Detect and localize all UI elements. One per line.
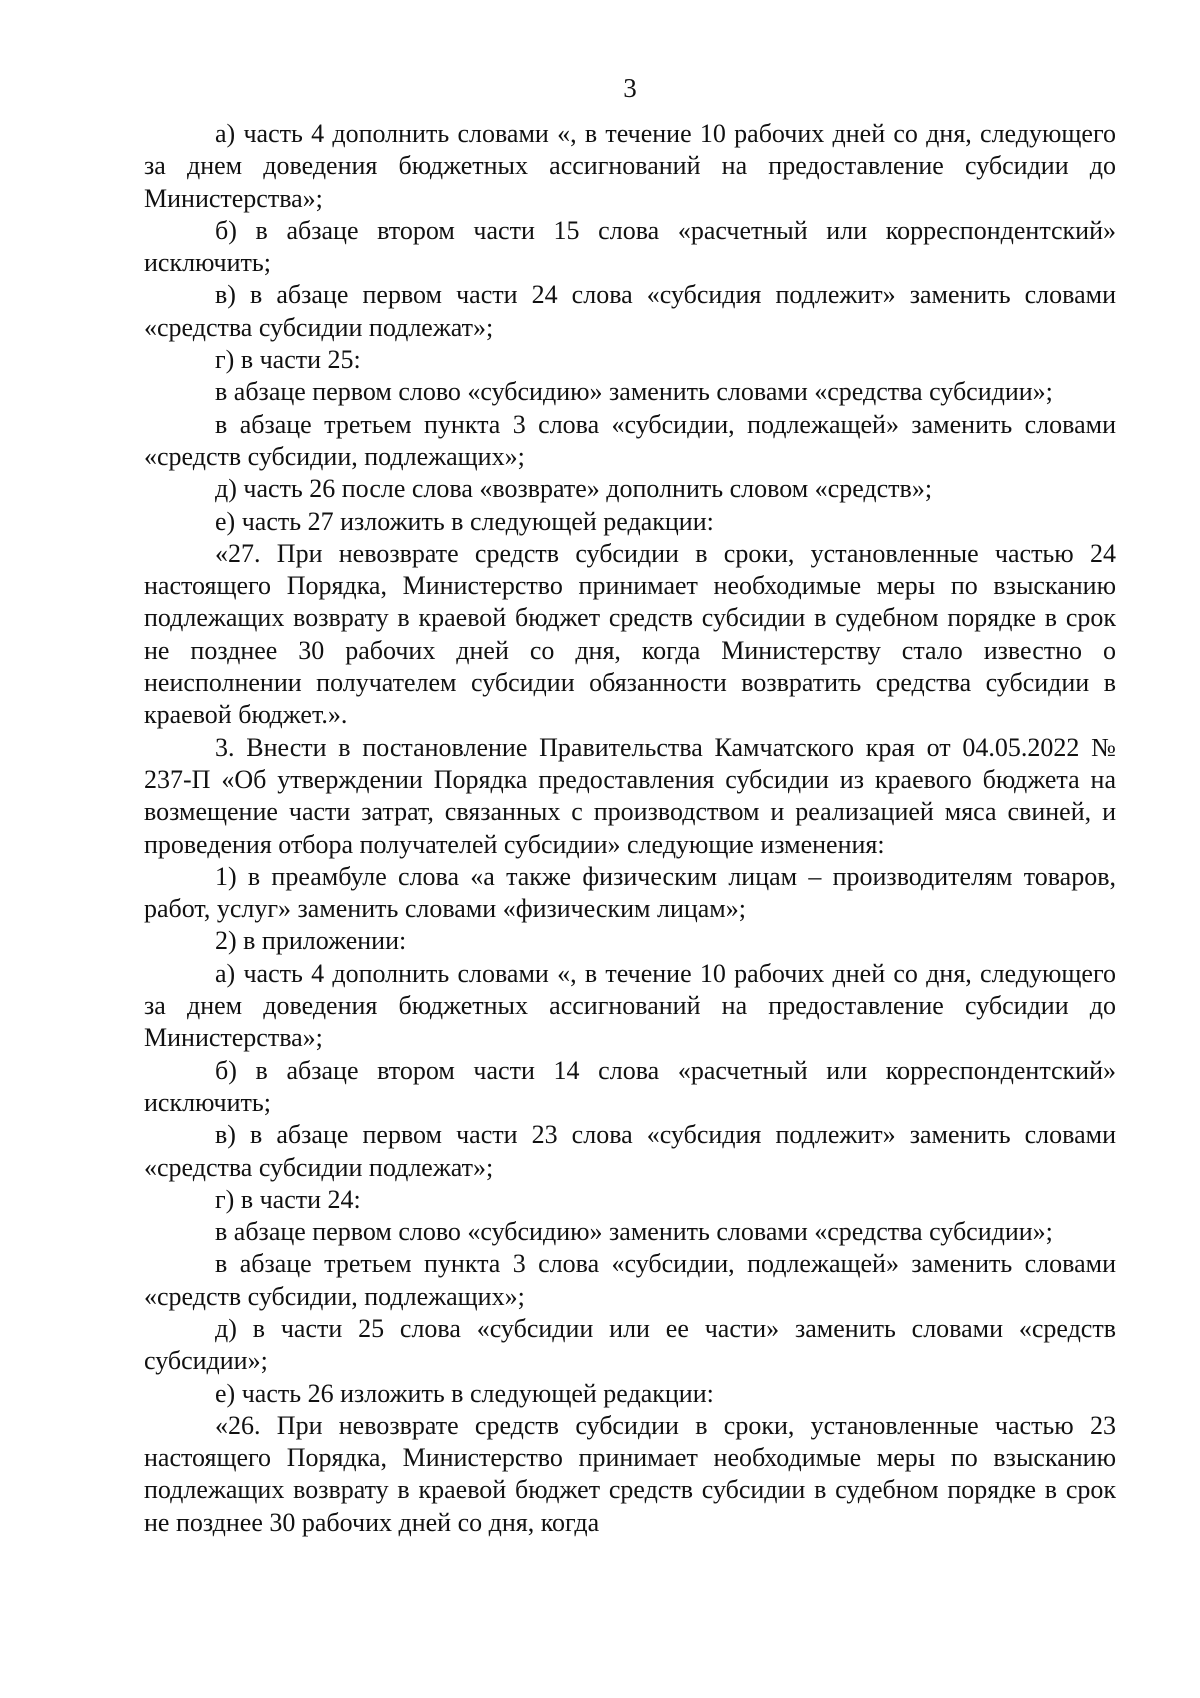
- paragraph: а) часть 4 дополнить словами «, в течение 10 рабочих дней со дня, следующего за днем доведения бюджетных ассигнований на предоставление субсидии до Министерства»;: [144, 119, 1116, 213]
- document-body: [144, 118, 1116, 1539]
- paragraph: г) в части 25:: [215, 345, 361, 375]
- paragraph: г) в части 24:: [215, 1184, 361, 1214]
- paragraph: в абзаце первом слово «субсидию» заменить словами «средства субсидии»;: [215, 377, 1053, 407]
- paragraph: в) в абзаце первом части 24 слова «субсидия подлежит» заменить словами «средства субсидии подлежат»;: [144, 280, 1116, 342]
- paragraph: в абзаце первом слово «субсидию» заменить словами «средства субсидии»;: [215, 1217, 1053, 1247]
- paragraph: е) часть 27 изложить в следующей редакции:: [215, 506, 714, 536]
- paragraph: 3. Внести в постановление Правительства Камчатского края от 04.05.2022 № 237-П «Об утверждении Порядка предоставления субсидии из краевого бюджета на возмещение части затрат, связанных с производством и реализацией мяса свиней, и проведения отбора получателей субсидии» следующие изменения:: [144, 732, 1116, 859]
- paragraph: б) в абзаце втором части 14 слова «расчетный или корреспондентский» исключить;: [144, 1055, 1116, 1117]
- quoted-paragraph: «27. При невозврате средств субсидии в сроки, установленные частью 24 настоящего Порядка, Министерство принимает необходимые меры по взысканию подлежащих возврату в краевой бюджет средств субсидии в судебном порядке в срок не позднее 30 рабочих дней со дня, когда Министерству стало известно о неисполнении получателем субсидии обязанности возвратить средства субсидии в краевой бюджет.».: [144, 538, 1116, 730]
- paragraph: в абзаце третьем пункта 3 слова «субсидии, подлежащей» заменить словами «средств субсидии, подлежащих»;: [144, 1249, 1116, 1311]
- paragraph: д) в части 25 слова «субсидии или ее части» заменить словами «средств субсидии»;: [144, 1313, 1116, 1376]
- paragraph: е) часть 26 изложить в следующей редакции:: [215, 1378, 714, 1408]
- paragraph: д) часть 26 после слова «возврате» дополнить словом «средств»;: [215, 474, 933, 504]
- paragraph: в абзаце третьем пункта 3 слова «субсидии, подлежащей» заменить словами «средств субсидии, подлежащих»;: [144, 409, 1116, 471]
- quoted-paragraph: «26. При невозврате средств субсидии в сроки, установленные частью 23 настоящего Порядка, Министерство принимает необходимые меры по взысканию подлежащих возврату в краевой бюджет средств субсидии в судебном порядке в срок не позднее 30 рабочих дней со дня, когда: [144, 1410, 1116, 1537]
- paragraph: в) в абзаце первом части 23 слова «субсидия подлежит» заменить словами «средства субсидии подлежат»;: [144, 1120, 1116, 1182]
- paragraph: 1) в преамбуле слова «а также физическим лицам – производителям товаров, работ, услуг» заменить словами «физическим лицам»;: [144, 861, 1116, 924]
- paragraph: а) часть 4 дополнить словами «, в течение 10 рабочих дней со дня, следующего за днем доведения бюджетных ассигнований на предоставление субсидии до Министерства»;: [144, 958, 1116, 1053]
- page-number: 3: [623, 73, 637, 103]
- paragraph: 2) в приложении:: [215, 926, 407, 956]
- paragraph: б) в абзаце втором части 15 слова «расчетный или корреспондентский» исключить;: [144, 215, 1116, 278]
